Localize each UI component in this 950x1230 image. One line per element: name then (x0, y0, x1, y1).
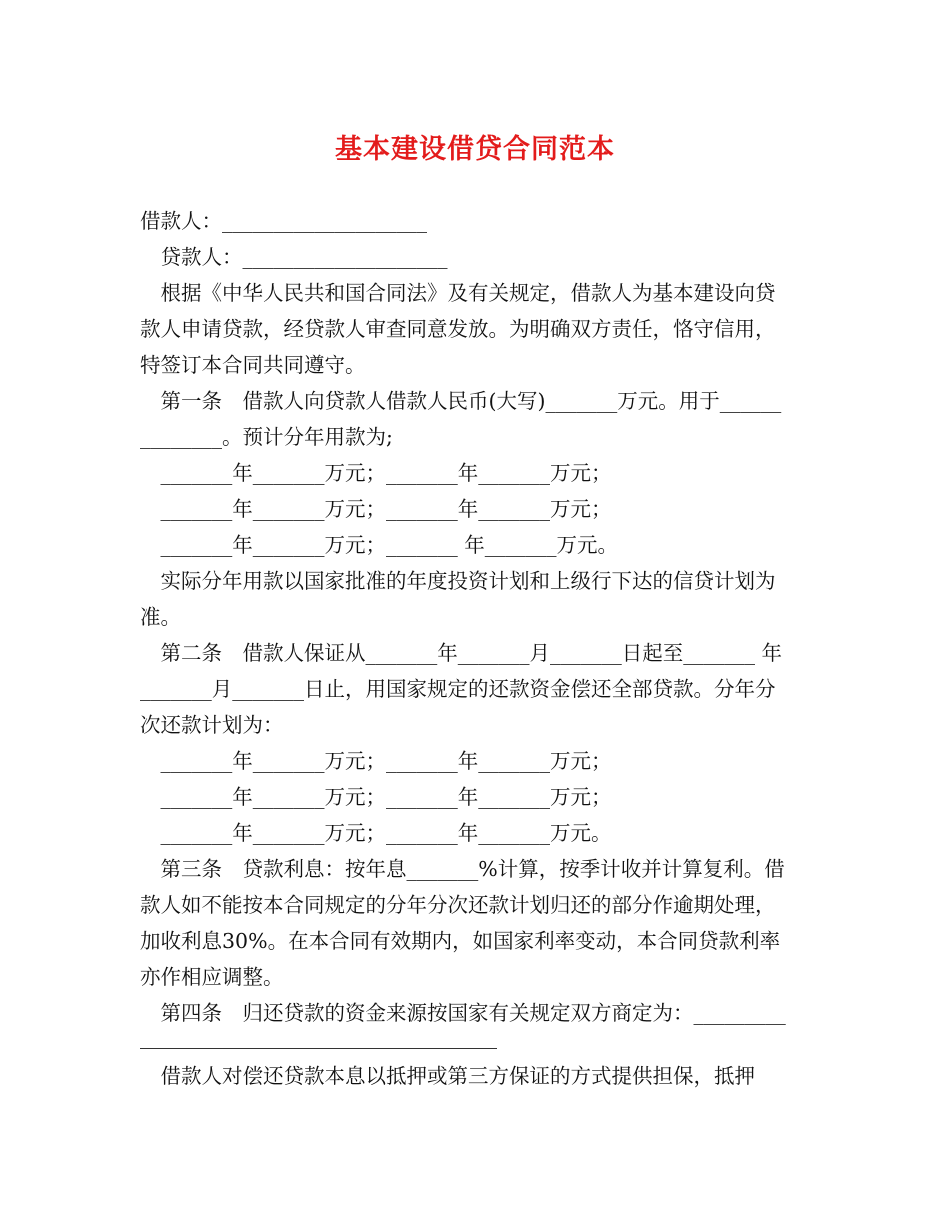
schedule-line: _______年_______万元；_______年_______万元； (140, 461, 612, 485)
schedule-line: _______年_______万元；_______年_______万元； (140, 497, 612, 521)
article-4-line: 第四条 归还贷款的资金来源按国家有关规定双方商定为：_________ (140, 1001, 786, 1025)
article-2-line: 次还款计划为： (140, 713, 284, 737)
paragraph-line: 款人申请贷款，经贷款人审查同意发放。为明确双方责任，恪守信用， (140, 317, 776, 341)
article-2-line: _______月_______日止，用国家规定的还款资金偿还全部贷款。分年分 (140, 677, 776, 701)
paragraph-line: 准。 (140, 605, 181, 629)
schedule-line: _______年_______万元；_______年_______万元； (140, 749, 612, 773)
lender-line: 贷款人：____________________ (140, 245, 448, 269)
guarantee-line: 借款人对偿还贷款本息以抵押或第三方保证的方式提供担保，抵押 (140, 1064, 755, 1088)
borrower-line: 借款人：____________________ (140, 209, 427, 233)
document-title: 基本建设借贷合同范本 (335, 134, 615, 165)
schedule-line: _______年_______万元；_______年_______万元。 (140, 821, 612, 845)
schedule-line: _______年_______万元；_______年_______万元； (140, 785, 612, 809)
article-3-line: 亦作相应调整。 (140, 965, 284, 989)
paragraph-line: 特签订本合同共同遵守。 (140, 353, 366, 377)
article-1-line: 第一条 借款人向贷款人借款人民币(大写)_______万元。用于______ (140, 389, 782, 413)
article-3-line: 加收利息30%。在本合同有效期内，如国家利率变动，本合同贷款利率 (140, 929, 781, 953)
paragraph-line: 根据《中华人民共和国合同法》及有关规定，借款人为基本建设向贷 (140, 281, 776, 305)
article-1-line: ________。预计分年用款为; (140, 425, 393, 449)
article-3-line: 款人如不能按本合同规定的分年分次还款计划归还的部分作逾期处理， (140, 893, 776, 917)
blank-underline (140, 1048, 497, 1049)
paragraph-line: 实际分年用款以国家批准的年度投资计划和上级行下达的信贷计划为 (140, 569, 776, 593)
article-2-line: 第二条 借款人保证从_______年_______月_______日起至_______ 年 (140, 641, 783, 665)
article-3-line: 第三条 贷款利息：按年息_______%计算，按季计收并计算复利。借 (140, 857, 785, 881)
schedule-line: _______年_______万元；_______ 年_______万元。 (140, 533, 619, 557)
